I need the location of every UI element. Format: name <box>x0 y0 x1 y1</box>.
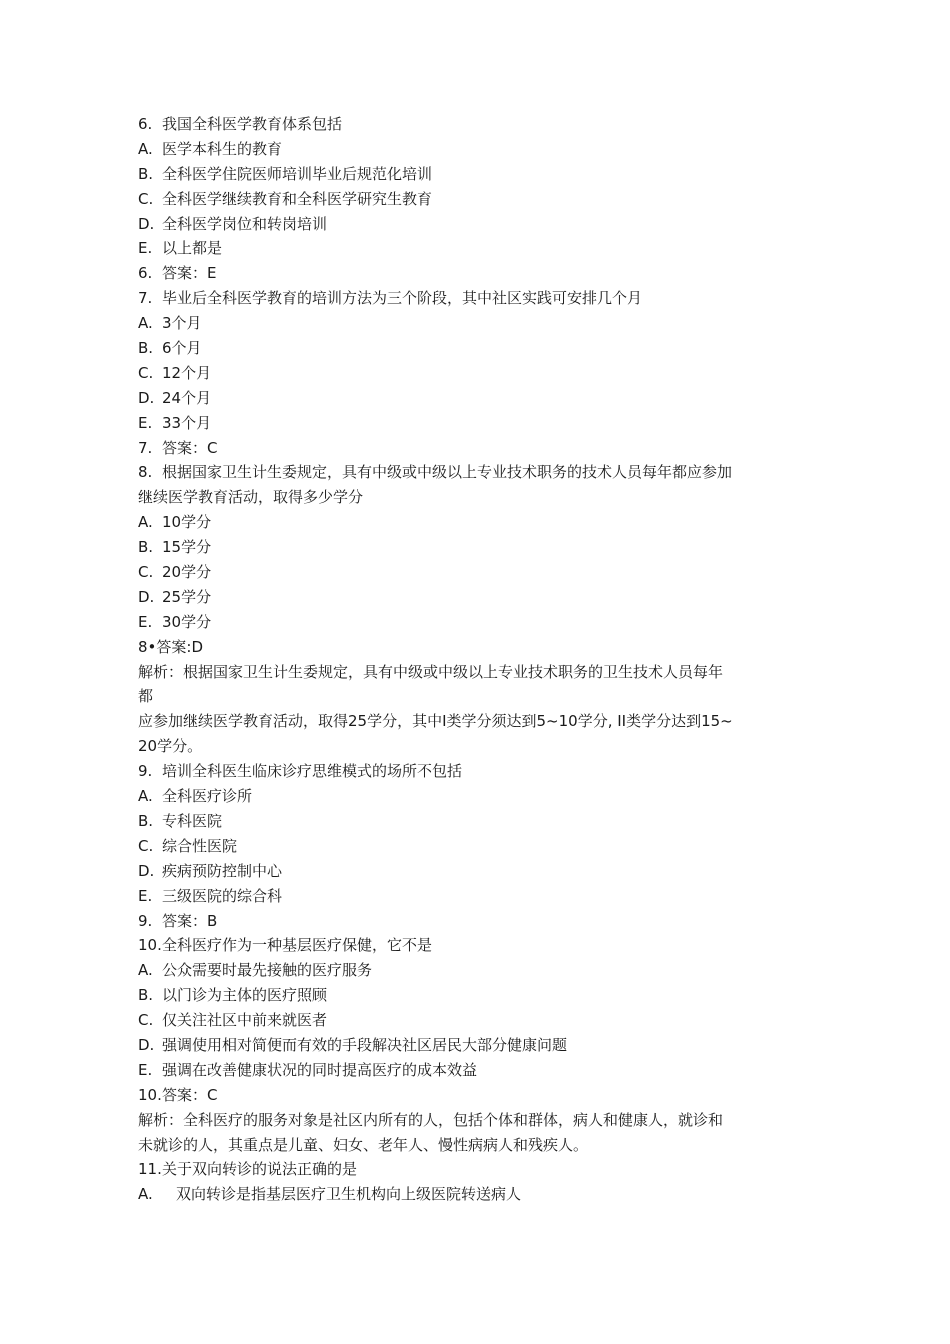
line-text: 以门诊为主体的医疗照顾 <box>162 986 328 1005</box>
text-line <box>138 485 818 510</box>
line-prefix: 9. <box>138 762 153 781</box>
line-text: 解析：根据国家卫生计生委规定，具有中级或中级以上专业技术职务的卫生技术人员每年 <box>138 662 724 681</box>
text-line <box>138 236 818 261</box>
text-line <box>138 1182 818 1207</box>
line-text: 12个月 <box>162 363 212 382</box>
line-text: 培训全科医生临床诊疗思维模式的场所不包括 <box>162 762 463 781</box>
line-prefix: D. <box>138 1035 155 1054</box>
text-line <box>138 809 818 834</box>
line-prefix: E. <box>138 413 153 432</box>
text-line <box>138 212 818 237</box>
line-text: 答案：C <box>162 438 218 457</box>
line-prefix: 6. <box>138 264 153 283</box>
line-text: 33个月 <box>162 413 212 432</box>
text-line <box>138 411 818 436</box>
line-text: 3个月 <box>162 314 202 333</box>
line-prefix: A. <box>138 314 153 333</box>
line-text: 全科医疗作为一种基层医疗保健，它不是 <box>162 936 433 955</box>
text-line <box>138 610 818 635</box>
line-text: 10学分 <box>162 513 212 532</box>
text-line <box>138 1108 818 1133</box>
line-prefix: D. <box>138 388 155 407</box>
text-line <box>138 1008 818 1033</box>
text-line <box>138 909 818 934</box>
line-prefix: 6. <box>138 115 153 133</box>
line-prefix: C. <box>138 1011 154 1030</box>
text-line <box>138 859 818 884</box>
line-text: 以上都是 <box>162 239 223 258</box>
line-prefix: A. <box>138 1185 153 1204</box>
line-prefix: 8. <box>138 463 153 482</box>
line-prefix: 7. <box>138 289 153 308</box>
line-prefix: B. <box>138 538 154 557</box>
line-prefix: E. <box>138 612 153 631</box>
text-line <box>138 983 818 1008</box>
line-text: 6个月 <box>162 339 202 358</box>
line-prefix: D. <box>138 861 155 880</box>
line-prefix: E. <box>138 239 153 258</box>
line-text: 都 <box>138 687 154 706</box>
line-text: 答案：C <box>162 1085 218 1104</box>
text-line <box>138 535 818 560</box>
line-prefix: C. <box>138 563 154 582</box>
text-line <box>138 1058 818 1083</box>
line-text: 双向转诊是指基层医疗卫生机构向上级医院转送病人 <box>176 1185 522 1204</box>
text-line <box>138 585 818 610</box>
text-line <box>138 759 818 784</box>
line-prefix: A. <box>138 961 153 980</box>
line-text: 强调在改善健康状况的同时提高医疗的成本效益 <box>162 1060 478 1079</box>
line-prefix: 7. <box>138 438 153 457</box>
text-line <box>138 386 818 411</box>
line-text: 医学本科生的教育 <box>162 139 283 158</box>
line-prefix: C. <box>138 363 154 382</box>
line-text: 毕业后全科医学教育的培训方法为三个阶段，其中社区实践可安排几个月 <box>162 289 643 308</box>
text-line <box>138 460 818 485</box>
text-line <box>138 635 818 660</box>
line-text: 全科医疗诊所 <box>162 787 253 806</box>
line-text: 关于双向转诊的说法正确的是 <box>162 1160 358 1179</box>
line-prefix: E. <box>138 886 153 905</box>
text-line <box>138 1083 818 1108</box>
text-line <box>138 560 818 585</box>
text-line <box>138 884 818 909</box>
text-line <box>138 709 818 734</box>
line-text: 25学分 <box>162 587 212 606</box>
line-text: 应参加继续医学教育活动，取得25学分，其中I类学分须达到5~10学分, II类学分达到15~ <box>138 712 733 731</box>
text-line <box>138 286 818 311</box>
line-text: 强调使用相对简便而有效的手段解决社区居民大部分健康问题 <box>162 1035 568 1054</box>
line-text: 我国全科医学教育体系包括 <box>162 115 343 133</box>
line-text: 三级医院的综合科 <box>162 886 283 905</box>
text-line <box>138 1157 818 1182</box>
text-line <box>138 933 818 958</box>
text-line <box>138 834 818 859</box>
line-prefix: C. <box>138 189 154 208</box>
line-prefix: D. <box>138 587 155 606</box>
line-text: 全科医学岗位和转岗培训 <box>162 214 328 233</box>
line-text: 20学分。 <box>138 737 203 756</box>
text-line <box>138 1033 818 1058</box>
text-line <box>138 436 818 461</box>
line-text: 公众需要时最先接触的医疗服务 <box>162 961 373 980</box>
text-line <box>138 361 818 386</box>
text-line <box>138 311 818 336</box>
line-text: 专科医院 <box>162 811 223 830</box>
line-text: 30学分 <box>162 612 212 631</box>
text-line <box>138 734 818 759</box>
text-line <box>138 336 818 361</box>
line-text: 全科医学继续教育和全科医学研究生教育 <box>162 189 433 208</box>
line-text: 根据国家卫生计生委规定，具有中级或中级以上专业技术职务的技术人员每年都应参加 <box>162 463 733 482</box>
line-text: 24个月 <box>162 388 212 407</box>
line-text: 答案：E <box>162 264 217 283</box>
line-prefix: 10. <box>138 1085 162 1104</box>
text-line <box>138 660 818 685</box>
text-line <box>138 162 818 187</box>
line-prefix: C. <box>138 836 154 855</box>
line-text: 仅关注社区中前来就医者 <box>162 1011 328 1030</box>
line-text: 未就诊的人，其重点是儿童、妇女、老年人、慢性病病人和残疾人。 <box>138 1135 589 1154</box>
text-line <box>138 187 818 212</box>
line-text: 综合性医院 <box>162 836 238 855</box>
line-prefix: B. <box>138 164 154 183</box>
document-page <box>138 112 818 1207</box>
line-prefix: A. <box>138 513 153 532</box>
text-line <box>138 958 818 983</box>
line-prefix: 9. <box>138 911 153 930</box>
line-prefix: D. <box>138 214 155 233</box>
line-text: 答案：B <box>162 911 218 930</box>
line-text: 全科医学住院医师培训毕业后规范化培训 <box>162 164 433 183</box>
line-prefix: 10. <box>138 936 162 955</box>
line-prefix: A. <box>138 787 153 806</box>
line-prefix: B. <box>138 339 154 358</box>
line-text: 8•答案:D <box>138 637 203 656</box>
line-text: 20学分 <box>162 563 212 582</box>
text-line <box>138 261 818 286</box>
line-text: 继续医学教育活动，取得多少学分 <box>138 488 364 507</box>
line-prefix: 11. <box>138 1160 162 1179</box>
text-line <box>138 510 818 535</box>
line-prefix: B. <box>138 986 154 1005</box>
text-line <box>138 684 818 709</box>
line-text: 解析：全科医疗的服务对象是社区内所有的人，包括个体和群体，病人和健康人，就诊和 <box>138 1110 724 1129</box>
text-line <box>138 1133 818 1158</box>
line-prefix: B. <box>138 811 154 830</box>
text-line <box>138 112 818 137</box>
line-text: 疾病预防控制中心 <box>162 861 283 880</box>
line-prefix: E. <box>138 1060 153 1079</box>
text-line <box>138 784 818 809</box>
text-line <box>138 137 818 162</box>
line-prefix: A. <box>138 139 153 158</box>
line-text: 15学分 <box>162 538 212 557</box>
